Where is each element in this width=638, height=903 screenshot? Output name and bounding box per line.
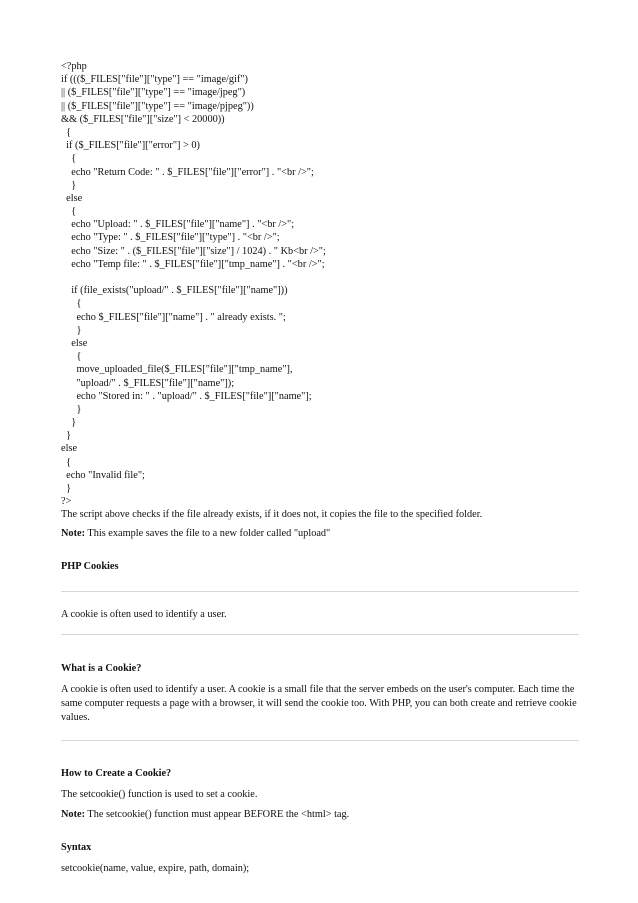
note-text: This example saves the file to a new folder called "upload" xyxy=(85,528,331,540)
code-line: { xyxy=(61,298,82,310)
create-cookie-paragraph: The setcookie() function is used to set a cookie. xyxy=(61,789,258,801)
code-line: ?> xyxy=(61,496,72,508)
code-line: } xyxy=(61,483,72,494)
create-cookie-heading: How to Create a Cookie? xyxy=(61,768,172,780)
code-line: echo "Temp file: " . $_FILES["file"]["tmp_name"] . "<br />"; xyxy=(61,258,325,270)
code-line: { xyxy=(61,126,72,138)
code-line: || ($_FILES["file"]["type"] == "image/pjpeg")) xyxy=(61,100,254,112)
note-label: Note: xyxy=(61,528,86,540)
code-line xyxy=(61,271,579,284)
php-cookies-heading: PHP Cookies xyxy=(61,561,119,573)
note-label: Note: xyxy=(61,809,86,821)
code-line: echo "Invalid file"; xyxy=(61,469,145,481)
code-line: if ((($_FILES["file"]["type"] == "image/gif") xyxy=(61,74,248,86)
code-line: echo "Upload: " . $_FILES["file"]["name"] . "<br />"; xyxy=(61,219,295,231)
what-is-cookie-heading: What is a Cookie? xyxy=(61,663,142,675)
divider xyxy=(61,591,579,592)
code-line: echo "Stored in: " . "upload/" . $_FILES["file"]["name"]; xyxy=(61,390,312,402)
code-line: || ($_FILES["file"]["type"] == "image/jpeg") xyxy=(61,87,246,99)
code-line: echo "Return Code: " . $_FILES["file"]["error"] . "<br />"; xyxy=(61,166,314,178)
note-upload-folder xyxy=(61,527,579,541)
code-line: { xyxy=(61,153,77,165)
code-line: echo $_FILES["file"]["name"] . " already exists. "; xyxy=(61,311,286,323)
code-line: { xyxy=(61,206,77,218)
code-line: { xyxy=(61,456,72,468)
code-line: else xyxy=(61,337,88,349)
divider xyxy=(61,634,579,635)
code-line: && ($_FILES["file"]["size"] < 20000)) xyxy=(61,113,225,125)
code-line: <?php xyxy=(61,61,87,72)
code-line: } xyxy=(61,324,82,336)
note-text: The setcookie() function must appear BEFORE the <html> tag. xyxy=(85,809,350,821)
cookies-summary: A cookie is often used to identify a user. xyxy=(61,609,227,621)
code-line: } xyxy=(61,430,72,442)
what-is-cookie-paragraph: A cookie is often used to identify a user. A cookie is a small file that the server embeds on the user's computer. Each time the same computer requests a page with a browser, it will send the cookie too. With PHP, you can both create and retrieve cookie values. xyxy=(61,684,577,724)
code-line: else xyxy=(61,192,83,204)
divider xyxy=(61,740,579,741)
code-line: "upload/" . $_FILES["file"]["name"]); xyxy=(61,377,235,389)
syntax-code: setcookie(name, value, expire, path, domain); xyxy=(61,863,250,875)
intro-paragraph: The script above checks if the file already exists, if it does not, it copies the file to the specified folder. xyxy=(61,509,483,521)
note-setcookie xyxy=(61,808,579,822)
code-line: move_uploaded_file($_FILES["file"]["tmp_name"], xyxy=(61,364,293,376)
code-line: { xyxy=(61,351,82,363)
code-line: if (file_exists("upload/" . $_FILES["file"]["name"])) xyxy=(61,285,288,297)
code-line: echo "Type: " . $_FILES["file"]["type"] . "<br />"; xyxy=(61,232,280,244)
php-code-block xyxy=(61,60,579,508)
code-line: echo "Size: " . ($_FILES["file"]["size"] / 1024) . " Kb<br />"; xyxy=(61,245,326,257)
code-line: if ($_FILES["file"]["error"] > 0) xyxy=(61,140,200,152)
code-line: else xyxy=(61,443,78,455)
code-line: } xyxy=(61,179,77,191)
document-page xyxy=(61,60,579,876)
syntax-heading: Syntax xyxy=(61,842,92,854)
code-line: } xyxy=(61,403,82,415)
code-line: } xyxy=(61,417,77,429)
